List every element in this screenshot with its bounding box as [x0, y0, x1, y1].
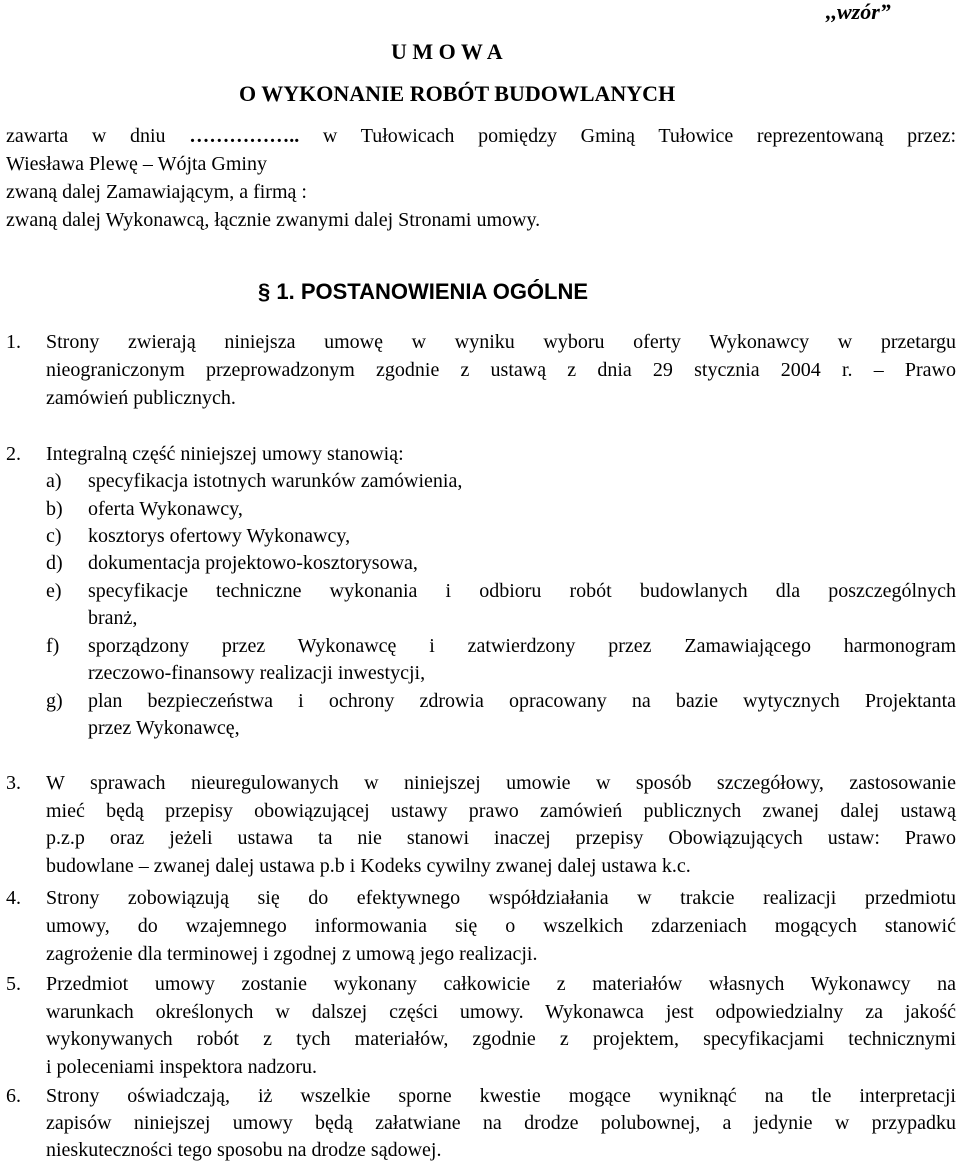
p2-g-label: g) — [46, 690, 63, 712]
intro-line-1 — [6, 124, 956, 148]
p6-line-1: Strony oświadczają, iż wszelkie sporne kwestie mogące wyniknąć na tle interpretacji — [46, 1085, 956, 1107]
p2-e-label: e) — [46, 580, 62, 602]
p2-c-label: c) — [46, 525, 62, 547]
p5-line-3: wykonywanych robót z tych materiałów, zgodnie z projektem, specyfikacjami technicznymi — [46, 1028, 956, 1050]
p1-line-1: Strony zwierają niniejsza umowę w wyniku wyboru oferty Wykonawcy w przetargu — [46, 331, 956, 353]
intro-parties: w Tułowicach pomiędzy Gminą Tułowice reprezentowaną przez: — [322, 125, 957, 147]
p4-line-3: zagrożenie dla terminowej i zgodnej z umową jego realizacji. — [46, 943, 538, 965]
p4-number: 4. — [6, 887, 21, 909]
p2-c-text: kosztorys ofertowy Wykonawcy, — [88, 525, 351, 547]
p5-line-4: i poleceniami inspektora nadzoru. — [46, 1056, 318, 1078]
p2-lead: Integralną część niniejszej umowy stanowią: — [46, 443, 404, 465]
p2-b-label: b) — [46, 498, 63, 520]
p2-a-text: specyfikacja istotnych warunków zamówienia, — [88, 470, 463, 492]
p6-number: 6. — [6, 1085, 21, 1107]
intro-line-4: zwaną dalej Wykonawcą, łącznie zwanymi dalej Stronami umowy. — [6, 209, 541, 231]
p2-d-text: dokumentacja projektowo-kosztorysowa, — [88, 552, 418, 574]
p4-line-1: Strony zobowiązują się do efektywnego współdziałania w trakcie realizacji przedmiotu — [46, 887, 956, 909]
p3-line-2: mieć będą przepisy obowiązującej ustawy prawo zamówień publicznych zwanej dalej ustawą — [46, 800, 956, 822]
p2-g-line-1: plan bezpieczeństwa i ochrony zdrowia opracowany na bazie wytycznych Projektanta — [88, 690, 956, 712]
p6-line-2: zapisów niniejszej umowy będą załatwiane na drodze polubownej, a jedynie w przypadku — [46, 1112, 956, 1134]
intro-date-label: zawarta w dniu — [6, 125, 166, 147]
p1-number: 1. — [6, 331, 21, 353]
p5-number: 5. — [6, 973, 21, 995]
template-label: ,,wzór” — [826, 0, 891, 24]
p1-line-2: nieograniczonym przeprowadzonym zgodnie z ustawą z dnia 29 stycznia 2004 r. – Prawo — [46, 359, 956, 381]
document-subtitle: O WYKONANIE ROBÓT BUDOWLANYCH — [239, 81, 676, 106]
p2-d-label: d) — [46, 552, 63, 574]
p2-e-line-1: specyfikacje techniczne wykonania i odbioru robót budowlanych dla poszczególnych — [88, 580, 956, 602]
p2-e-line-2: branż, — [88, 607, 138, 629]
p3-line-4: budowlane – zwanej dalej ustawa p.b i Kodeks cywilny zwanej dalej ustawa k.c. — [46, 855, 691, 877]
section-heading: § 1. POSTANOWIENIA OGÓLNE — [258, 279, 589, 304]
p3-line-1: W sprawach nieuregulowanych w niniejszej umowie w sposób szczegółowy, zastosowanie — [46, 772, 956, 794]
p2-g-line-2: przez Wykonawcę, — [88, 717, 240, 739]
p1-line-3: zamówień publicznych. — [46, 387, 236, 409]
intro-line-2: Wiesława Plewę – Wójta Gminy — [6, 153, 267, 175]
intro-line-3: zwaną dalej Zamawiającym, a firmą : — [6, 181, 307, 203]
p4-line-2: umowy, do wzajemnego informowania się o wszelkich zdarzeniach mogących stanowić — [46, 915, 956, 937]
p2-b-text: oferta Wykonawcy, — [88, 498, 243, 520]
p6-line-3: nieskuteczności tego sposobu na drodze sądowej. — [46, 1139, 442, 1161]
p2-f-label: f) — [46, 635, 60, 657]
p5-line-2: warunkach określonych w dalszej części umowy. Wykonawca jest odpowiedzialny za jakość — [46, 1001, 956, 1023]
p2-f-line-1: sporządzony przez Wykonawcę i zatwierdzony przez Zamawiającego harmonogram — [88, 635, 956, 657]
p2-number: 2. — [6, 443, 21, 465]
p2-f-line-2: rzeczowo-finansowy realizacji inwestycji, — [88, 662, 426, 684]
section-sign-icon: § — [258, 279, 271, 304]
date-placeholder: …………….. — [189, 125, 300, 147]
p5-line-1: Przedmiot umowy zostanie wykonany całkowicie z materiałów własnych Wykonawcy na — [46, 973, 956, 995]
p3-line-3: p.z.p oraz jeżeli ustawa ta nie stanowi inaczej przepisy Obowiązujących ustaw: Prawo — [46, 827, 956, 849]
p3-number: 3. — [6, 772, 21, 794]
document-title: U M O W A — [391, 39, 503, 64]
p2-a-label: a) — [46, 470, 62, 492]
